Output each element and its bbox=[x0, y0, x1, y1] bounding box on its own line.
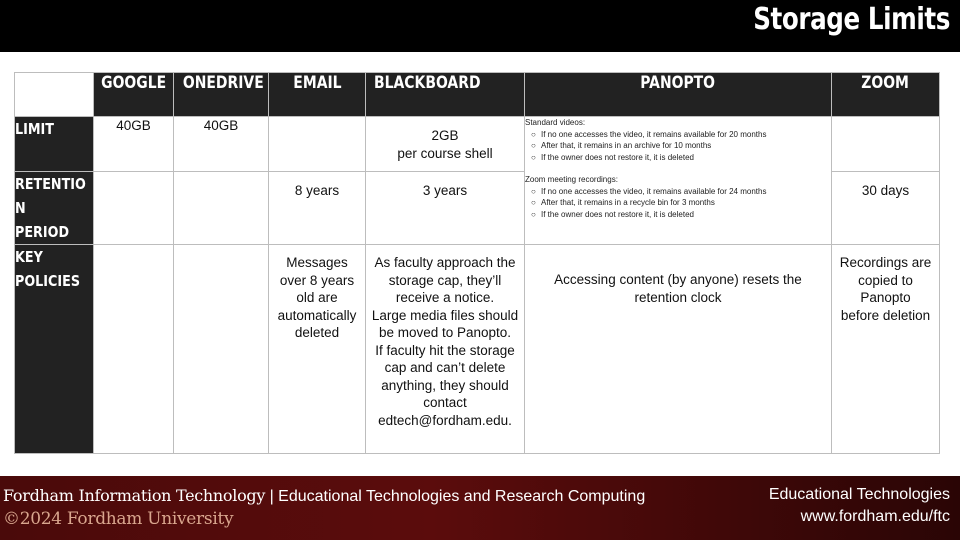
email-limit bbox=[269, 117, 366, 172]
row-header-policies: KEY POLICIES bbox=[15, 245, 94, 454]
google-retention bbox=[94, 172, 174, 245]
storage-limits-table bbox=[14, 72, 940, 454]
footer-url: www.fordham.edu/ftc bbox=[800, 508, 950, 525]
footer-dept: Educational Technologies and Research Computing bbox=[278, 488, 646, 505]
footer-unit: Educational Technologies bbox=[768, 486, 950, 503]
circle-bullet-icon: ○ bbox=[531, 186, 536, 196]
footer-separator: | bbox=[269, 488, 274, 505]
limit-row bbox=[15, 117, 940, 172]
circle-bullet-icon: ○ bbox=[531, 209, 536, 219]
onedrive-limit: 40GB bbox=[174, 117, 269, 172]
zoom-retention: 30 days bbox=[832, 172, 940, 245]
panopto-standard-item: ○ If the owner does not restore it, it is deleted bbox=[531, 152, 694, 162]
circle-bullet-icon: ○ bbox=[531, 152, 536, 162]
support-email: edtech@fordham.edu. bbox=[378, 412, 512, 428]
blackboard-policies: As faculty approach the storage cap, they’ll receive a notice. Large media files should be moved to Panopto. If faculty hit the storage cap and can’t delete anything, they should contact edtech@fordham.edu. bbox=[366, 245, 525, 454]
google-policies bbox=[94, 245, 174, 454]
email-policies: Messages over 8 years old are automatically deleted bbox=[269, 245, 366, 454]
column-header-zoom: ZOOM bbox=[832, 73, 940, 117]
onedrive-retention bbox=[174, 172, 269, 245]
panopto-zoom-heading: Zoom meeting recordings: bbox=[525, 175, 618, 184]
footer-bar bbox=[0, 476, 960, 540]
column-header-email: EMAIL bbox=[269, 73, 366, 117]
corner-cell bbox=[15, 73, 94, 117]
circle-bullet-icon: ○ bbox=[531, 129, 536, 139]
slide-title: Storage Limits bbox=[753, 2, 950, 37]
panopto-standard-heading: Standard videos: bbox=[525, 118, 586, 127]
panopto-standard-item: ○ If no one accesses the video, it remains available for 20 months bbox=[531, 129, 767, 139]
column-header-google: GOOGLE bbox=[94, 73, 174, 117]
onedrive-policies bbox=[174, 245, 269, 454]
row-header-limit: LIMIT bbox=[15, 117, 94, 172]
circle-bullet-icon: ○ bbox=[531, 198, 536, 207]
blackboard-limit-amount: 2GB bbox=[431, 128, 459, 143]
email-retention: 8 years bbox=[269, 172, 366, 245]
row-header-retention: RETENTIO N PERIOD bbox=[15, 172, 94, 245]
panopto-zoom-item: ○ If no one accesses the video, it remains available for 24 months bbox=[531, 186, 767, 196]
column-header-row bbox=[15, 73, 940, 117]
panopto-standard-item: ○ After that, it remains in an archive for 10 months bbox=[531, 141, 712, 150]
column-header-panopto: PANOPTO bbox=[525, 73, 832, 117]
title-bar bbox=[0, 0, 960, 52]
column-header-onedrive: ONEDRIVE bbox=[174, 73, 269, 117]
blackboard-limit-unit: per course shell bbox=[397, 145, 493, 161]
zoom-limit bbox=[832, 117, 940, 172]
footer-org: Fordham Information Technology bbox=[3, 486, 266, 505]
footer-copyright: ©2024 Fordham University bbox=[3, 509, 234, 529]
circle-bullet-icon: ○ bbox=[531, 141, 536, 150]
zoom-policies: Recordings are copied to Panopto before deletion bbox=[832, 245, 940, 454]
panopto-zoom-item: ○ After that, it remains in a recycle bin for 3 months bbox=[531, 198, 715, 207]
panopto-policies: Accessing content (by anyone) resets the retention clock bbox=[525, 245, 832, 454]
google-limit: 40GB bbox=[94, 117, 174, 172]
panopto-limit-retention bbox=[525, 117, 832, 245]
footer-org-line bbox=[3, 486, 645, 506]
column-header-blackboard: BLACKBOARD bbox=[366, 73, 525, 117]
blackboard-retention: 3 years bbox=[366, 172, 525, 245]
blackboard-limit bbox=[366, 117, 525, 172]
panopto-zoom-item: ○ If the owner does not restore it, it is deleted bbox=[531, 209, 694, 219]
policies-row bbox=[15, 245, 940, 454]
